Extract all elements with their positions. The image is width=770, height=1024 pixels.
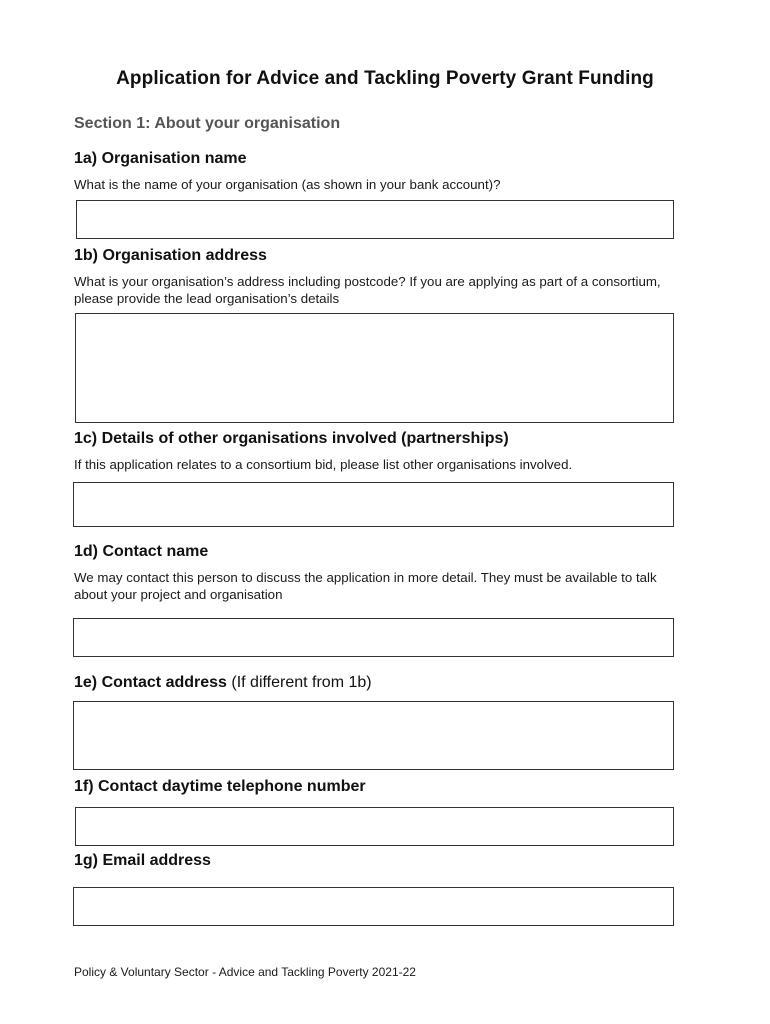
question-1e-title (74, 674, 372, 692)
question-1a-title: 1a) Organisation name (74, 150, 247, 167)
question-1d-description: We may contact this person to discuss the application in more detail. They must be available to talk about your project and organisation (74, 570, 657, 602)
contact-address-field[interactable] (73, 701, 674, 770)
organisation-name-field[interactable] (76, 200, 674, 239)
question-1c-title: 1c) Details of other organisations involved (partnerships) (74, 430, 509, 447)
organisation-address-field[interactable] (75, 313, 674, 423)
question-1a-description: What is the name of your organisation (as shown in your bank account)? (74, 177, 501, 192)
question-1e-note: (If different from 1b) (231, 674, 372, 691)
question-1b-title: 1b) Organisation address (74, 247, 267, 264)
partner-organisations-field[interactable] (73, 482, 674, 527)
contact-name-field[interactable] (73, 618, 674, 657)
question-1c-description: If this application relates to a consortium bid, please list other organisations involved. (74, 457, 573, 472)
question-1g-title: 1g) Email address (74, 852, 211, 869)
question-1b-description: What is your organisation’s address including postcode? If you are applying as part of a consortium, please provide the lead organisation’s details (74, 274, 661, 306)
email-address-field[interactable] (73, 887, 674, 926)
contact-telephone-field[interactable] (75, 807, 674, 846)
page-footer: Policy & Voluntary Sector - Advice and Tackling Poverty 2021-22 (74, 965, 416, 979)
question-1e-label: 1e) Contact address (74, 674, 227, 691)
question-1f-title: 1f) Contact daytime telephone number (74, 778, 366, 795)
section-heading: Section 1: About your organisation (74, 115, 341, 132)
page-title: Application for Advice and Tackling Poverty Grant Funding (116, 68, 654, 89)
question-1d-title: 1d) Contact name (74, 543, 209, 560)
